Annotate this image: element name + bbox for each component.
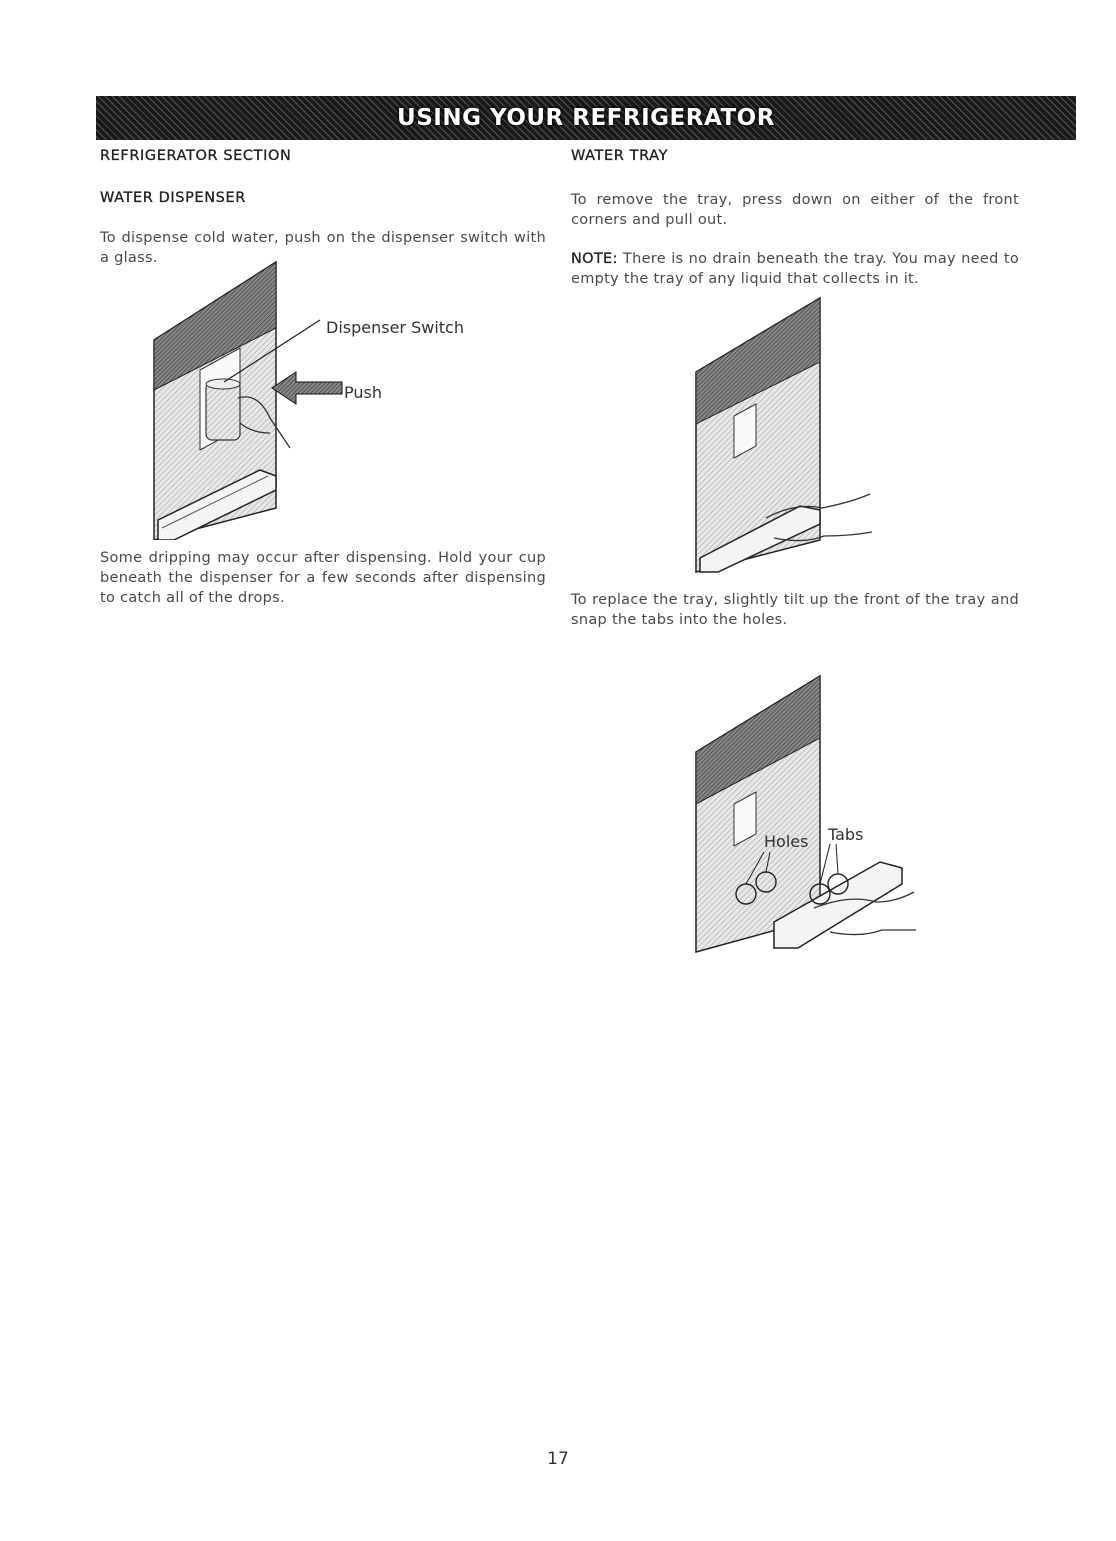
tabs-label: Tabs [828,825,864,844]
dispense-instructions: To dispense cold water, push on the dispenser switch with a glass. [100,230,546,266]
page-number: 17 [547,1449,569,1469]
note-label: NOTE: [571,251,618,267]
section-banner [96,96,1076,140]
note-text: There is no drain beneath the tray. You may need to empty the tray of any liquid that collects in it. [571,251,1019,287]
dispenser-figure [140,258,480,540]
dripping-note: Some dripping may occur after dispensing. Hold your cup beneath the dispenser for a few seconds after dispensing to catch all of the drops. [100,550,546,606]
push-label: Push [344,383,382,402]
banner-title: USING YOUR REFRIGERATOR [397,105,775,131]
water-tray-heading: WATER TRAY [571,148,669,164]
replace-tray-figure [690,672,920,956]
water-dispenser-heading: WATER DISPENSER [100,190,246,206]
push-arrow [272,372,342,404]
dispenser-switch-label: Dispenser Switch [326,318,464,337]
remove-tray-instructions: To remove the tray, press down on either of the front corners and pull out. [571,192,1019,228]
drain-note [571,249,1019,289]
refrigerator-section-heading: REFRIGERATOR SECTION [100,148,292,164]
holes-label: Holes [764,832,809,851]
glass [206,382,240,440]
remove-tray-figure [690,296,880,574]
replace-tray-instructions: To replace the tray, slightly tilt up the front of the tray and snap the tabs into the holes. [571,592,1019,628]
